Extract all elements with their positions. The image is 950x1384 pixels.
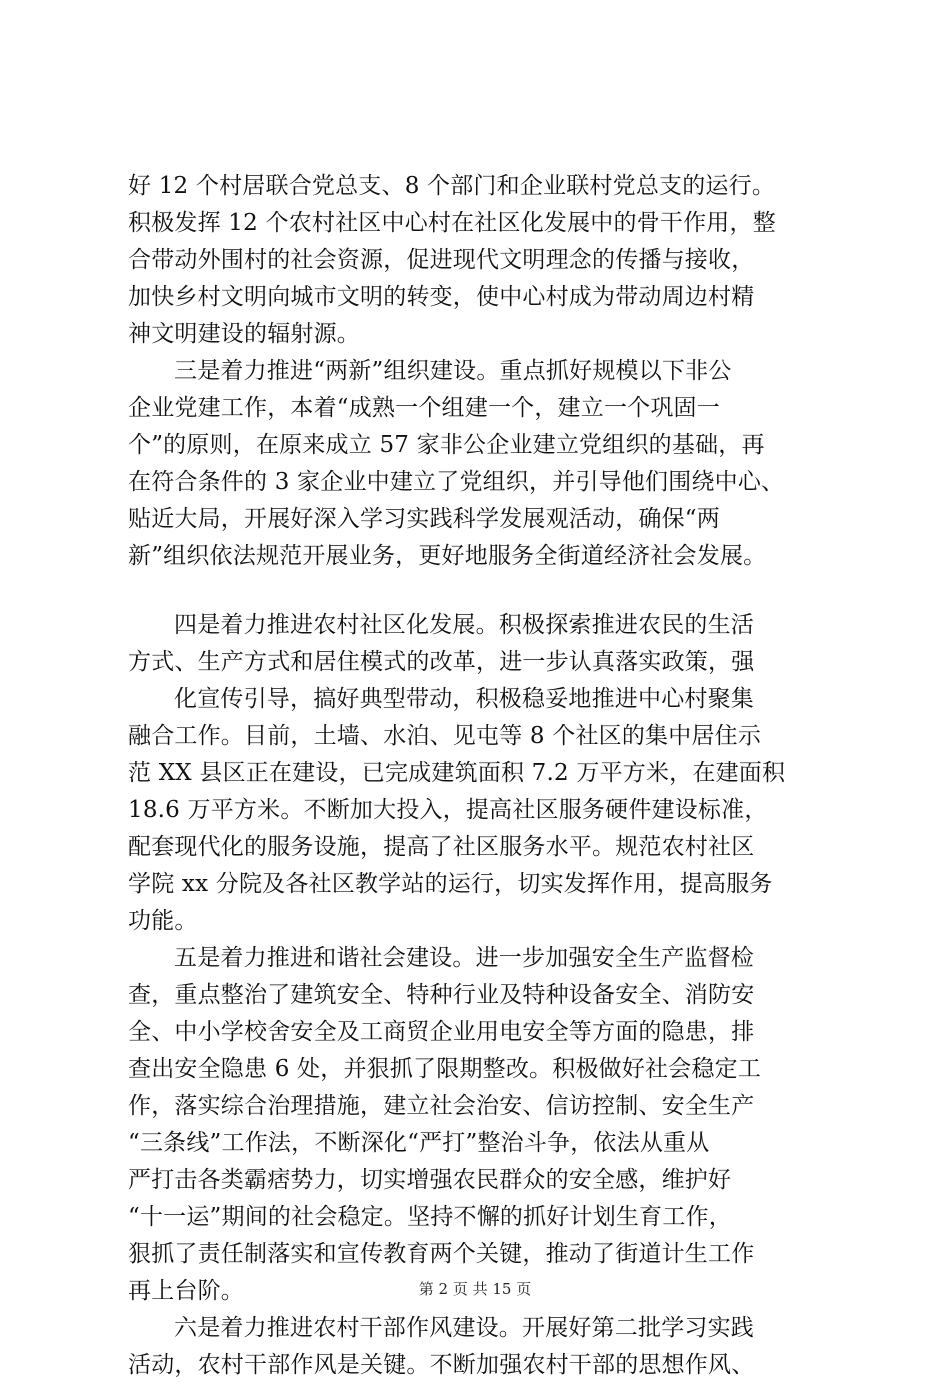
text-line: 学院 xx 分院及各社区教学站的运行，切实发挥作用，提高服务 — [128, 871, 773, 897]
paragraph-start-line: 四是着力推进农村社区化发展。积极探索推进农民的生活 — [174, 612, 754, 638]
text-line: 全、中小学校舍安全及工商贸企业用电安全等方面的隐患，排 — [128, 1019, 755, 1045]
text-line: 功能。 — [128, 908, 198, 934]
text-line: 神文明建设的辐射源。 — [128, 321, 360, 347]
text-line: 活动，农村干部作风是关键。不断加强农村干部的思想作风、 — [128, 1352, 755, 1378]
page-footer: 第 2 页 共 15 页 — [418, 1280, 532, 1298]
text-line: 好 12 个村居联合党总支、8 个部门和企业联村党总支的运行。 — [128, 173, 776, 199]
text-line: 加快乡村文明向城市文明的转变，使中心村成为带动周边村精 — [128, 284, 755, 310]
paragraph-start-line: 六是着力推进农村干部作风建设。开展好第二批学习实践 — [174, 1315, 754, 1341]
text-line: “十一运”期间的社会稳定。坚持不懈的抓好计划生育工作， — [128, 1204, 732, 1230]
text-line: 合带动外围村的社会资源，促进现代文明理念的传播与接收， — [128, 247, 755, 273]
text-line: 融合工作。目前，土墙、水泊、见屯等 8 个社区的集中居住示 — [128, 723, 762, 749]
text-line: 查，重点整治了建筑安全、特种行业及特种设备安全、消防安 — [128, 982, 755, 1008]
text-line: 18.6 万平方米。不断加大投入，提高社区服务硬件建设标准， — [128, 797, 768, 823]
text-line: 严打击各类霸痞势力，切实增强农民群众的安全感，维护好 — [128, 1167, 732, 1193]
text-line: 狠抓了责任制落实和宣传教育两个关键，推动了街道计生工作 — [128, 1241, 755, 1267]
text-line: 查出安全隐患 6 处，并狠抓了限期整改。积极做好社会稳定工 — [128, 1056, 762, 1082]
text-line: 积极发挥 12 个农村社区中心村在社区化发展中的骨干作用，整 — [128, 210, 776, 236]
body-text — [128, 168, 838, 1384]
text-line: 范 XX 县区正在建设，已完成建筑面积 7.2 万平方米，在建面积 — [128, 760, 786, 786]
text-line: 再上台阶。 — [128, 1278, 244, 1304]
text-line: 企业党建工作，本着“成熟一个组建一个，建立一个巩固一 — [128, 395, 720, 421]
text-line: “三条线”工作法，不断深化“严打”整治斗争，依法从重从 — [128, 1130, 710, 1156]
text-line: 贴近大局，开展好深入学习实践科学发展观活动，确保“两 — [128, 506, 720, 532]
text-line: 化宣传引导，搞好典型带动，积极稳妥地推进中心村聚集 — [174, 686, 754, 712]
text-line: 作，落实综合治理措施，建立社会治安、信访控制、安全生产 — [128, 1093, 755, 1119]
text-line: 方式、生产方式和居住模式的改革，进一步认真落实政策，强 — [128, 649, 755, 675]
paragraph-start-line: 五是着力推进和谐社会建设。进一步加强安全生产监督检 — [174, 945, 754, 971]
text-line: 在符合条件的 3 家企业中建立了党组织，并引导他们围绕中心、 — [128, 469, 785, 495]
text-line: 个”的原则，在原来成立 57 家非公企业建立党组织的基础，再 — [128, 432, 765, 458]
paragraph-start-line: 三是着力推进“两新”组织建设。重点抓好规模以下非公 — [174, 358, 732, 384]
text-line: 配套现代化的服务设施，提高了社区服务水平。规范农村社区 — [128, 834, 755, 860]
text-line: 新”组织依法规范开展业务，更好地服务全街道经济社会发展。 — [128, 543, 767, 569]
paragraph-gap — [128, 575, 838, 607]
